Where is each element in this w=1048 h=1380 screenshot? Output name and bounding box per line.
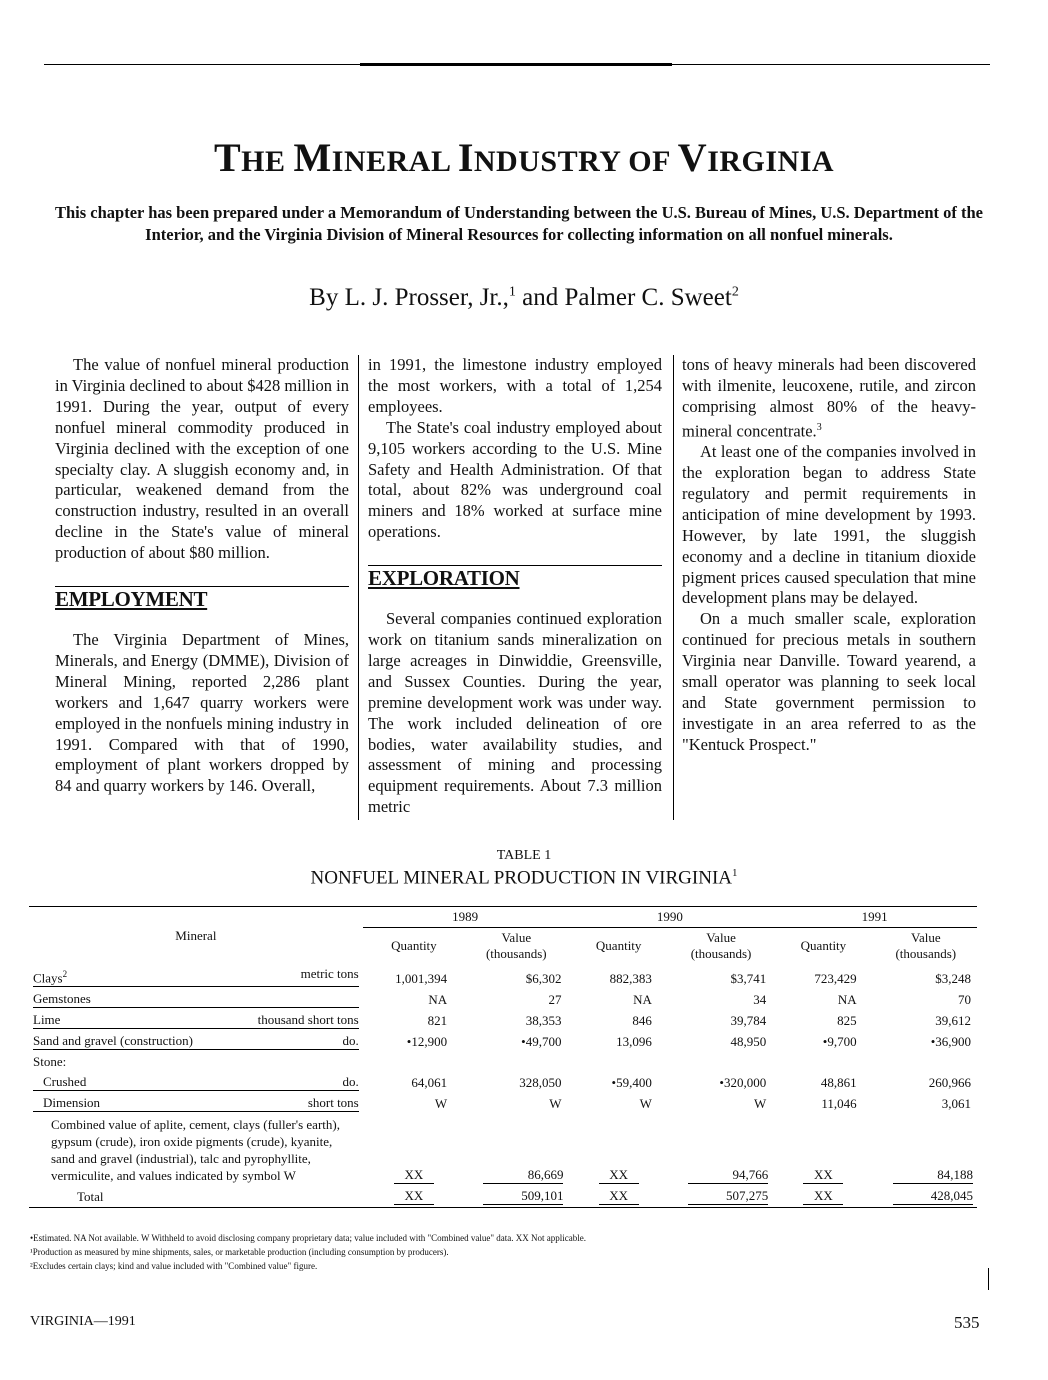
mineral-name-cell: [29, 1010, 363, 1031]
unit-label: short tons: [307, 1095, 359, 1111]
table-cell: [363, 1052, 465, 1072]
table-cell: XX: [394, 1188, 434, 1205]
section-heading-exploration: EXPLORATION: [368, 565, 662, 589]
table-row: [29, 1052, 977, 1072]
value-header: Value (thousands): [690, 930, 752, 961]
table-cell: W: [549, 1096, 562, 1112]
year-header: 1991: [772, 907, 977, 928]
table-cell: 39,784: [730, 1013, 767, 1029]
unit-label: do.: [342, 1074, 359, 1090]
table-cell: [772, 1052, 874, 1072]
table-cell: 3,061: [941, 1096, 971, 1112]
table-cell: 260,966: [928, 1075, 971, 1091]
value-header: Value (thousands): [485, 930, 547, 961]
quantity-header: Quantity: [595, 938, 642, 953]
table-cell: $6,302: [525, 971, 562, 987]
paragraph: tons of heavy minerals had been discovered with ilmenite, leucoxene, rutile, and zircon comprising almost 80% of the heavy-mineral concentrate.$^3$: [682, 355, 976, 441]
year-header: 1989: [363, 907, 568, 928]
paragraph: in 1991, the limestone industry employed the most workers, with a total of 1,254 employees.: [368, 355, 662, 416]
running-footer: VIRGINIA—1991: [30, 1314, 136, 1329]
combined-value-label: Combined value of aplite, cement, clays (fuller's earth), gypsum (crude), iron oxide pigments (crude), kyanite, sand and gravel (industrial), talc and pyrophyllite, vermiculite, and values indicated by symbol W: [51, 1117, 340, 1184]
value-header: Value (thousands): [895, 930, 957, 961]
mineral-name: Clays: [33, 970, 63, 986]
mineral-name: Crushed: [43, 1074, 87, 1090]
table-cell: 11,046: [821, 1096, 857, 1112]
table-row: [29, 1093, 977, 1114]
table-cell: $3,741: [730, 971, 767, 987]
table-cell: NA: [633, 992, 652, 1008]
total-label: Total: [77, 1189, 104, 1205]
table-cell: •320,000: [719, 1075, 767, 1091]
paragraph: Several companies continued exploration work on titanium sands mineralization on large acreages in Dinwiddie, Greensville, and Sussex Counties. During the year, premine development work was under way. The work included delineation of ore bodies, water availability studies, and assessment of mining and processing equipment requirements. About 7.3 million metric: [368, 609, 662, 817]
section-heading-employment: EMPLOYMENT: [55, 586, 349, 610]
margin-rule: [988, 1268, 989, 1290]
table-cell: •36,900: [930, 1034, 971, 1050]
table-title: NONFUEL MINERAL PRODUCTION IN VIRGINIA$^1$: [310, 867, 738, 889]
table-cell: 723,429: [814, 971, 857, 987]
table-cell: XX: [394, 1167, 434, 1184]
mineral-name: Stone:: [33, 1054, 67, 1070]
table-cell: XX: [599, 1167, 639, 1184]
table-cell: 328,050: [519, 1075, 562, 1091]
mineral-name-cell: [29, 989, 363, 1010]
top-rule-accent: [360, 63, 672, 66]
table-cell: [670, 1052, 772, 1072]
unit-label: do.: [342, 1033, 359, 1049]
table-cell: W: [753, 1096, 767, 1112]
table-cell: •12,900: [406, 1034, 448, 1050]
table-footnote: ¹Production as measured by mine shipments, sales, or marketable production (including consumption by producers).: [30, 1247, 449, 1257]
table-cell: 94,766: [688, 1167, 768, 1184]
table-cell: 1,001,394: [395, 971, 448, 987]
paragraph: The value of nonfuel mineral production in Virginia declined to about $428 million in 1991. During the year, output of every nonfuel mineral commodity produced in Virginia declined with the exception of one specialty clay. A sluggish economy and, in particular, weakened demand from the construction industry, resulted in an overall decline in the State's value of mineral production of about $80 million.: [55, 355, 349, 563]
table-row: [29, 1031, 977, 1052]
table-cell: 48,861: [820, 1075, 857, 1091]
table-cell: [465, 1052, 567, 1072]
quantity-header: Quantity: [800, 938, 847, 953]
mineral-name: Lime: [33, 1012, 61, 1028]
byline: By L. J. Prosser, Jr.,$^1$ and Palmer C. Sweet$^2$: [309, 284, 739, 311]
table-cell: 84,188: [893, 1167, 973, 1184]
page-title: THE MINERAL INDUSTRY OF VIRGINIA: [213, 135, 835, 180]
table-cell: NA: [837, 992, 857, 1008]
mineral-name-group: [33, 966, 67, 986]
table-cell: 428,045: [893, 1188, 973, 1205]
mineral-name-cell: [29, 1052, 363, 1072]
column-2: [368, 355, 662, 818]
table-cell: 882,383: [609, 971, 652, 987]
production-table: [29, 906, 977, 1208]
table-cell: 13,096: [616, 1034, 652, 1050]
table-row: [29, 1010, 977, 1031]
table-footnote: ²Excludes certain clays; kind and value included with "Combined value" figure.: [30, 1261, 318, 1271]
mineral-name-cell: [29, 964, 363, 989]
paragraph: On a much smaller scale, exploration continued for precious metals in southern Virginia near Danville. Toward yearend, a small operator was planning to seek local and State government permission to investigate in an area referred to as the "Kentuck Prospect.": [682, 609, 976, 754]
table-cell: [567, 1052, 669, 1072]
year-header: 1990: [567, 907, 772, 928]
column-divider: [673, 355, 674, 820]
table-cell: XX: [803, 1188, 843, 1205]
page-number: 535: [954, 1313, 980, 1332]
table-cell: 846: [632, 1013, 652, 1029]
table-cell: •49,700: [521, 1034, 562, 1050]
chapter-intro: This chapter has been prepared under a Memorandum of Understanding between the U.S. Bureau of Mines, U.S. Department of the Interior, and the Virginia Division of Mineral Resources for collecting information on all nonfuel minerals.: [55, 203, 983, 244]
table-cell: 86,669: [483, 1167, 563, 1184]
column-1: [55, 355, 349, 797]
column-3: [682, 355, 976, 756]
table-cell: •59,400: [611, 1075, 652, 1091]
table-cell: 38,353: [525, 1013, 562, 1029]
table-cell: 39,612: [935, 1013, 971, 1029]
table-row: [29, 964, 977, 989]
paragraph: At least one of the companies involved in the exploration began to address State regulatory and permit requirements in anticipation of mine development by 1993. However, by late 1991, the sluggish economy and a decline in titanium dioxide pigment prices caused speculation that mine development plans may be delayed.: [682, 442, 976, 608]
table-row: [29, 989, 977, 1010]
quantity-header: Quantity: [391, 938, 437, 953]
table-caption: TABLE 1: [496, 848, 552, 863]
table-cell: W: [639, 1096, 652, 1112]
table-cell: 64,061: [411, 1075, 448, 1091]
table-cell: •9,700: [822, 1034, 857, 1050]
unit-label: thousand short tons: [257, 1012, 359, 1028]
table-cell: [875, 1052, 977, 1072]
paragraph: The State's coal industry employed about 9,105 workers according to the U.S. Mine Safety and Health Administration. Of that total, about 82% was underground coal miners and 18% worked at surface mine operations.: [368, 417, 662, 542]
paragraph: The Virginia Department of Mines, Minerals, and Energy (DMME), Division of Mineral Mining, reported 2,286 plant workers and 1,647 quarry workers were employed in the nonfuels mining industry in 1991. Compared with that of 1990, employment of plant workers dropped by 84 and quarry workers by 146. Overall,: [55, 629, 349, 796]
mineral-name-cell: [29, 1093, 363, 1114]
mineral-name: Dimension: [43, 1095, 101, 1111]
mineral-header: Mineral: [29, 907, 363, 965]
table-cell: 821: [427, 1013, 448, 1029]
table-cell: XX: [803, 1167, 843, 1184]
mineral-name: Sand and gravel (construction): [33, 1033, 193, 1049]
mineral-name-cell: [29, 1031, 363, 1052]
table-footnote: •Estimated. NA Not available. W Withheld to avoid disclosing company proprietary data; value included with "Combined value" data. XX Not applicable.: [30, 1233, 587, 1243]
footnote-marker: 2: [62, 969, 68, 979]
table-cell: 509,101: [483, 1188, 563, 1205]
table-row: [29, 1072, 977, 1093]
table-cell: 27: [548, 992, 562, 1008]
mineral-name: Gemstones: [33, 991, 91, 1007]
table-cell: 507,275: [688, 1188, 768, 1205]
table-cell: $3,248: [935, 971, 971, 987]
table-cell: 48,950: [730, 1034, 767, 1050]
mineral-name-cell: [29, 1072, 363, 1093]
table-cell: W: [434, 1096, 448, 1112]
table-cell: 825: [837, 1013, 857, 1029]
table-cell: 34: [753, 992, 767, 1008]
table-cell: 70: [958, 992, 971, 1008]
table-cell: XX: [599, 1188, 639, 1205]
unit-label: metric tons: [300, 966, 359, 981]
column-divider: [358, 355, 359, 820]
table-cell: NA: [428, 992, 448, 1008]
